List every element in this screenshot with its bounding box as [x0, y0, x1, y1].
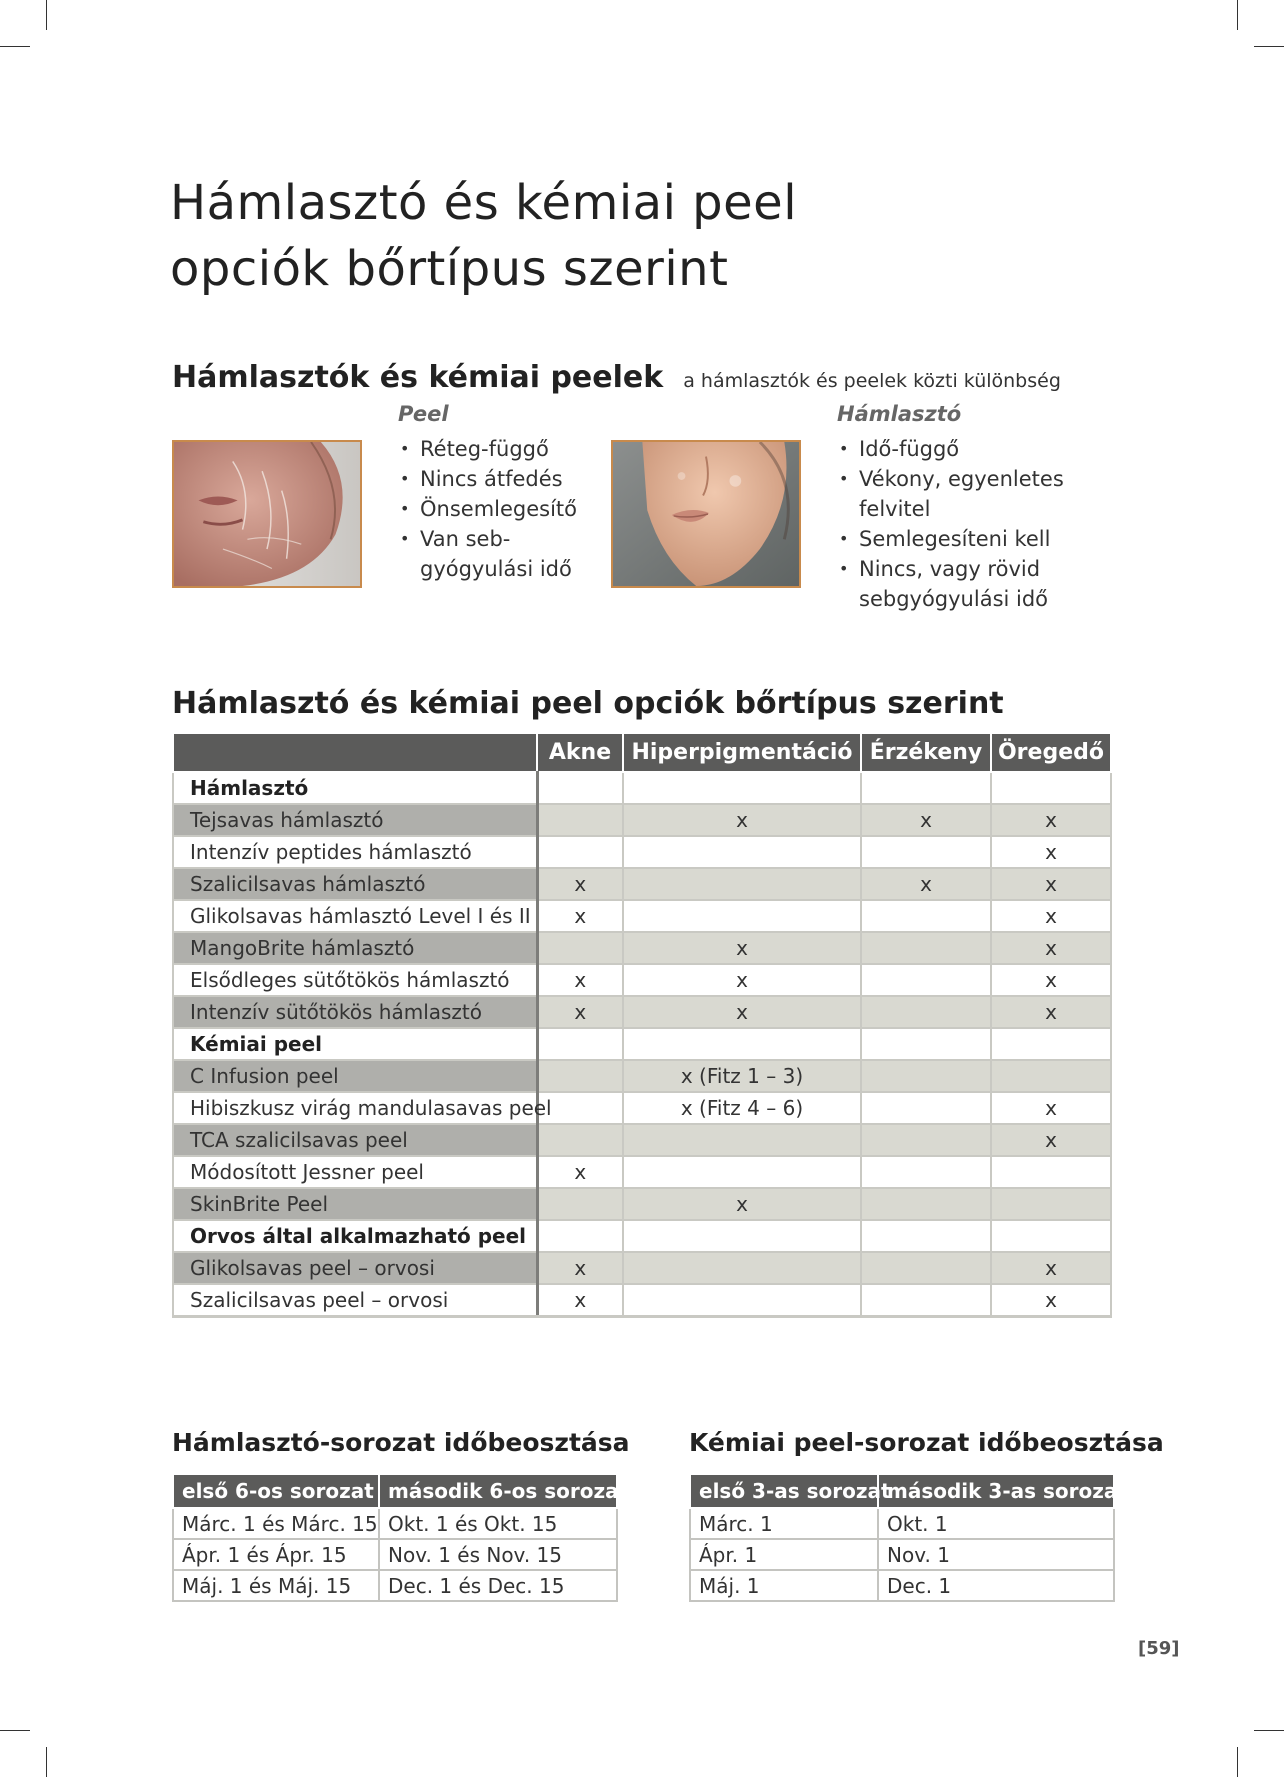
table-cell: x [991, 900, 1111, 932]
table-row [173, 1570, 617, 1601]
row-label: Glikolsavas peel – orvosi [173, 1252, 537, 1284]
crop-mark [46, 0, 47, 30]
list-item [398, 524, 618, 584]
table-cell [623, 1284, 861, 1317]
table-section-row [173, 1220, 1111, 1252]
list-item-line: sebgyógyulási idő [859, 587, 1049, 611]
table-cell [537, 1028, 623, 1060]
table-cell: x [537, 1284, 623, 1317]
table-section-row [173, 772, 1111, 804]
table-cell [861, 900, 991, 932]
crop-mark [0, 1730, 30, 1731]
page-number: [59] [1138, 1638, 1180, 1659]
row-label: Orvos által alkalmazható peel [173, 1220, 537, 1252]
table-cell [991, 1156, 1111, 1188]
table-cell: x [861, 804, 991, 836]
table-cell [537, 1220, 623, 1252]
peel-features [398, 402, 618, 584]
table-row [173, 964, 1111, 996]
crop-mark [1254, 1730, 1284, 1731]
exfoliant-schedule-table [172, 1473, 629, 1602]
table-cell [623, 1028, 861, 1060]
table-cell: x [623, 1188, 861, 1220]
table-cell: x [991, 1284, 1111, 1317]
table-cell [861, 1060, 991, 1092]
row-label: Intenzív sütőtökös hámlasztó [173, 996, 537, 1028]
table-cell [537, 1188, 623, 1220]
table-header-row [690, 1474, 1114, 1508]
crop-mark [1237, 0, 1238, 30]
exfoliant-title: Hámlasztó [837, 402, 962, 426]
table-cell [861, 1092, 991, 1124]
column-header: második 3-as sorozat [878, 1474, 1114, 1508]
table-row [173, 1539, 617, 1570]
table-row [173, 1284, 1111, 1317]
table-cell [537, 836, 623, 868]
exfoliant-photo [611, 440, 801, 588]
table-cell [991, 1220, 1111, 1252]
table-cell: x [537, 900, 623, 932]
table-cell [991, 772, 1111, 804]
list-item-line: Nincs, vagy rövid [859, 557, 1041, 581]
table-cell: x [991, 1124, 1111, 1156]
table-cell [991, 1028, 1111, 1060]
page-title-line2: opciók bőrtípus szerint [170, 241, 729, 297]
table-cell: x [991, 868, 1111, 900]
table-cell [537, 932, 623, 964]
row-label: SkinBrite Peel [173, 1188, 537, 1220]
peel-title: Peel [398, 402, 449, 426]
table-cell: Máj. 1 [690, 1570, 878, 1601]
table-row [173, 1156, 1111, 1188]
table-row [173, 868, 1111, 900]
table-cell: x [623, 996, 861, 1028]
table-cell: x [991, 964, 1111, 996]
table-cell: x [991, 996, 1111, 1028]
row-label: MangoBrite hámlasztó [173, 932, 537, 964]
peel-schedule-table [689, 1473, 1127, 1602]
table-cell: x [537, 996, 623, 1028]
table-cell: Ápr. 1 [690, 1539, 878, 1570]
table-cell: x [991, 804, 1111, 836]
table-row [690, 1539, 1114, 1570]
table-cell [861, 836, 991, 868]
table-row [690, 1508, 1114, 1539]
table-cell [623, 900, 861, 932]
table-cell: x [991, 836, 1111, 868]
table-cell: x [861, 868, 991, 900]
table-cell [861, 1124, 991, 1156]
table-row [173, 1508, 617, 1539]
table-row [173, 1188, 1111, 1220]
table-cell [861, 772, 991, 804]
row-label: Szalicilsavas hámlasztó [173, 868, 537, 900]
table-row [173, 836, 1111, 868]
table-cell [623, 1124, 861, 1156]
list-item-line: gyógyulási idő [420, 557, 572, 581]
crop-mark [0, 46, 30, 47]
table-cell [537, 1124, 623, 1156]
row-label: TCA szalicilsavas peel [173, 1124, 537, 1156]
row-label: C Infusion peel [173, 1060, 537, 1092]
table-cell: Okt. 1 és Okt. 15 [379, 1508, 617, 1539]
comparison-title: Hámlasztók és kémiai peelek [172, 360, 664, 395]
row-label: Glikolsavas hámlasztó Level I és II [173, 900, 537, 932]
table-cell: Máj. 1 és Máj. 15 [173, 1570, 379, 1601]
comparison-subtitle: a hámlasztók és peelek közti különbség [683, 370, 1061, 392]
list-item [837, 554, 1127, 614]
table-cell [623, 772, 861, 804]
table-row [173, 932, 1111, 964]
table-cell [537, 1060, 623, 1092]
table-cell: Dec. 1 és Dec. 15 [379, 1570, 617, 1601]
table-cell [861, 1284, 991, 1317]
list-item: • Semlegesíteni kell [837, 524, 1127, 554]
table-row [173, 1092, 1111, 1124]
table-cell [537, 772, 623, 804]
table-cell: Dec. 1 [878, 1570, 1114, 1601]
table-cell: x [623, 964, 861, 996]
comparison-header [172, 360, 1061, 395]
table-cell [623, 1156, 861, 1188]
table-cell: x [623, 804, 861, 836]
table-cell [991, 1060, 1111, 1092]
table-cell: Okt. 1 [878, 1508, 1114, 1539]
table-cell: x [537, 1252, 623, 1284]
table-cell [861, 1028, 991, 1060]
table-cell [861, 1156, 991, 1188]
table-cell: x (Fitz 4 – 6) [623, 1092, 861, 1124]
table-row [173, 996, 1111, 1028]
column-header: Akne [537, 733, 623, 772]
table-cell: x [537, 964, 623, 996]
column-header: első 6-os sorozat [173, 1474, 379, 1508]
table-cell [861, 932, 991, 964]
table-cell [861, 964, 991, 996]
table-cell: x [991, 1252, 1111, 1284]
table-cell: Ápr. 1 és Ápr. 15 [173, 1539, 379, 1570]
table-cell: Márc. 1 és Márc. 15 [173, 1508, 379, 1539]
column-header: második 6-os sorozat [379, 1474, 617, 1508]
peel-schedule-title: Kémiai peel-sorozat időbeosztása [689, 1428, 1164, 1457]
table-cell: Nov. 1 és Nov. 15 [379, 1539, 617, 1570]
column-header: Hiperpigmentáció [623, 733, 861, 772]
table-cell: Márc. 1 [690, 1508, 878, 1539]
row-label: Hibiszkusz virág mandulasavas peel [173, 1092, 537, 1124]
exfoliant-schedule-title: Hámlasztó-sorozat időbeosztása [172, 1428, 630, 1457]
list-item: • Idő-függő [837, 434, 1127, 464]
table-cell: Nov. 1 [878, 1539, 1114, 1570]
table-cell: x (Fitz 1 – 3) [623, 1060, 861, 1092]
table-row [173, 804, 1111, 836]
table-cell [861, 996, 991, 1028]
exfoliant-feature-list [837, 434, 1127, 614]
table-cell: x [991, 932, 1111, 964]
crop-mark [46, 1747, 47, 1777]
table-cell [861, 1188, 991, 1220]
table-row [173, 900, 1111, 932]
peel-feature-list [398, 434, 618, 584]
table-cell [623, 1220, 861, 1252]
table-section-row [173, 1028, 1111, 1060]
table-cell [623, 1252, 861, 1284]
row-label: Módosított Jessner peel [173, 1156, 537, 1188]
table-cell: x [623, 932, 861, 964]
table-cell [991, 1188, 1111, 1220]
row-label: Hámlasztó [173, 772, 537, 804]
peel-photo [172, 440, 362, 588]
table-cell [537, 804, 623, 836]
crop-mark [1237, 1747, 1238, 1777]
column-header [173, 733, 537, 772]
list-item: • Vékony, egyenletes felvitel [837, 464, 1127, 524]
row-label: Elsődleges sütőtökös hámlasztó [173, 964, 537, 996]
table-row [173, 1124, 1111, 1156]
row-label: Kémiai peel [173, 1028, 537, 1060]
column-header: első 3-as sorozat [690, 1474, 878, 1508]
table-header-row [173, 733, 1111, 772]
page-title-line1: Hámlasztó és kémiai peel [170, 175, 798, 231]
row-label: Szalicilsavas peel – orvosi [173, 1284, 537, 1317]
exfoliant-features [837, 402, 1127, 614]
row-label: Intenzív peptides hámlasztó [173, 836, 537, 868]
crop-mark [1254, 46, 1284, 47]
table-row [173, 1252, 1111, 1284]
table-cell [861, 1220, 991, 1252]
table-cell: x [991, 1092, 1111, 1124]
table-cell [861, 1252, 991, 1284]
table-cell [623, 868, 861, 900]
table-row [173, 1060, 1111, 1092]
list-item: • Önsemlegesítő [398, 494, 618, 524]
options-table-title: Hámlasztó és kémiai peel opciók bőrtípus szerint [172, 686, 1004, 721]
table-cell [623, 836, 861, 868]
list-item-line: Van seb- [420, 527, 511, 551]
table-row [690, 1570, 1114, 1601]
row-label: Tejsavas hámlasztó [173, 804, 537, 836]
column-header: Öregedő [991, 733, 1111, 772]
page-title [170, 170, 1070, 302]
table-cell: x [537, 868, 623, 900]
table-cell: x [537, 1156, 623, 1188]
list-item: • Nincs átfedés [398, 464, 618, 494]
options-table-body [173, 772, 1111, 1317]
table-header-row [173, 1474, 617, 1508]
list-item: • Réteg-függő [398, 434, 618, 464]
column-header: Érzékeny [861, 733, 991, 772]
options-table [172, 732, 1112, 1318]
